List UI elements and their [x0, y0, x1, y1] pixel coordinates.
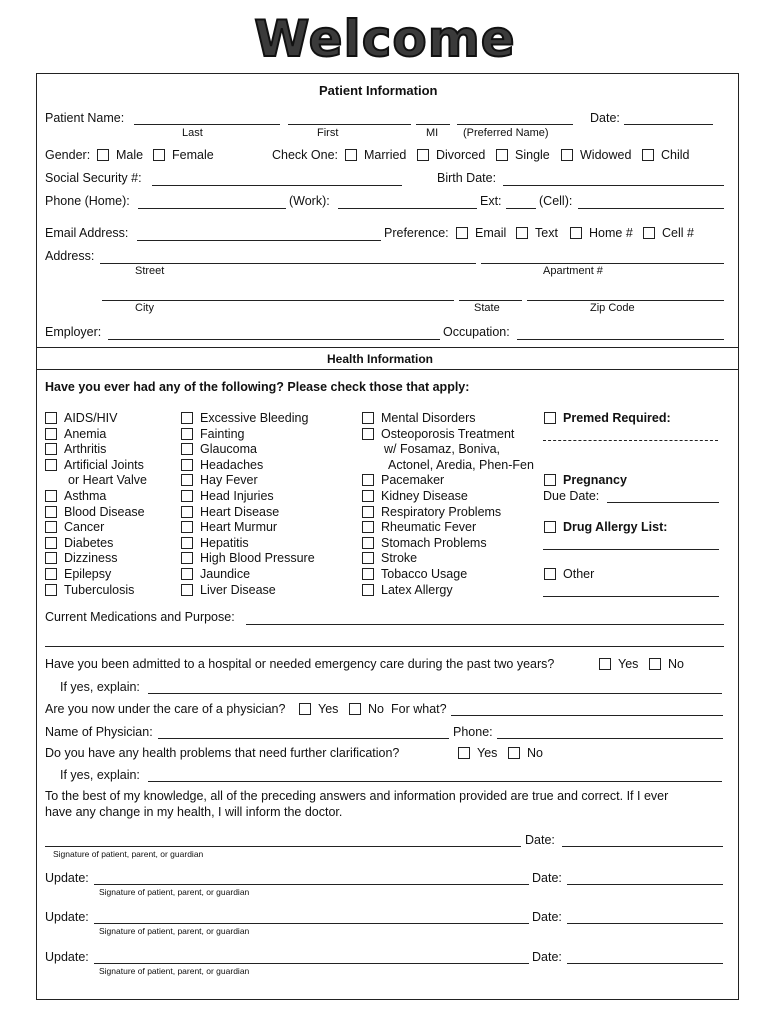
condition-checkbox[interactable]: [181, 584, 193, 596]
condition-checkbox[interactable]: [45, 568, 57, 580]
divorced-checkbox[interactable]: [417, 149, 429, 161]
admitted-question: Have you been admitted to a hospital or needed emergency care during the past two years?: [45, 657, 555, 671]
condition-checkbox[interactable]: [45, 459, 57, 471]
phone-cell-label: (Cell):: [539, 194, 573, 208]
clarify-no-checkbox[interactable]: [508, 747, 520, 759]
update-2-label: Update:: [45, 910, 89, 924]
female-checkbox[interactable]: [153, 149, 165, 161]
pregnancy-checkbox[interactable]: [544, 474, 556, 486]
clarify-explain-field[interactable]: [148, 781, 722, 782]
physician-phone-field[interactable]: [497, 738, 723, 739]
admitted-explain-field[interactable]: [148, 693, 722, 694]
condition-label: Dizziness: [64, 551, 118, 566]
health-header-bottom-rule: [36, 369, 739, 370]
condition-checkbox[interactable]: [181, 412, 193, 424]
admitted-no-checkbox[interactable]: [649, 658, 661, 670]
condition-checkbox[interactable]: [362, 490, 374, 502]
update-2-date-label: Date:: [532, 910, 562, 924]
occupation-field[interactable]: [517, 339, 724, 340]
preferred-caption: (Preferred Name): [463, 127, 549, 139]
condition-label: Kidney Disease: [381, 489, 468, 503]
pref-home-label: Home #: [589, 226, 633, 240]
widowed-checkbox[interactable]: [561, 149, 573, 161]
condition-checkbox[interactable]: [362, 474, 374, 486]
phone-work-field[interactable]: [338, 208, 477, 209]
pref-home-checkbox[interactable]: [570, 227, 582, 239]
employer-label: Employer:: [45, 325, 102, 339]
pref-cell-checkbox[interactable]: [643, 227, 655, 239]
physician-name-label: Name of Physician:: [45, 725, 153, 739]
occupation-label: Occupation:: [443, 325, 510, 339]
apartment-caption: Apartment #: [543, 265, 603, 277]
condition-checkbox[interactable]: [181, 521, 193, 533]
condition-checkbox[interactable]: [362, 412, 374, 424]
update-3-date-label: Date:: [532, 950, 562, 964]
date-field[interactable]: [624, 124, 713, 125]
condition-label: AIDS/HIV: [64, 411, 118, 425]
update-2-signature-field[interactable]: [94, 923, 529, 924]
single-label: Single: [515, 148, 550, 162]
divorced-label: Divorced: [436, 148, 486, 162]
condition-checkbox[interactable]: [181, 428, 193, 440]
condition-label: Asthma: [64, 489, 107, 503]
condition-label: Jaundice: [200, 567, 251, 581]
phone-cell-field[interactable]: [578, 208, 724, 209]
pref-email-label: Email: [475, 226, 507, 240]
widowed-label: Widowed: [580, 148, 632, 162]
condition-checkbox[interactable]: [181, 443, 193, 455]
condition-label: Pacemaker: [381, 473, 445, 488]
female-label: Female: [172, 148, 214, 162]
condition-label: Hepatitis: [200, 535, 249, 550]
update-3-date-field[interactable]: [567, 963, 723, 964]
male-checkbox[interactable]: [97, 149, 109, 161]
street-field[interactable]: [100, 263, 476, 264]
condition-label: Stroke: [381, 551, 418, 566]
condition-checkbox[interactable]: [45, 537, 57, 549]
condition-checkbox[interactable]: [362, 428, 374, 440]
zip-field[interactable]: [527, 300, 724, 301]
condition-checkbox[interactable]: [362, 568, 374, 580]
condition-checkbox[interactable]: [362, 506, 374, 518]
condition-label: Latex Allergy: [381, 582, 453, 597]
clarify-explain-label: If yes, explain:: [60, 768, 140, 782]
condition-label: Tobacco Usage: [381, 567, 468, 581]
admitted-explain-label: If yes, explain:: [60, 680, 140, 694]
condition-label: Epilepsy: [64, 567, 112, 581]
update-1-label: Update:: [45, 871, 89, 885]
condition-checkbox[interactable]: [181, 506, 193, 518]
condition-label: Heart Disease: [200, 504, 280, 519]
update-3-caption: Signature of patient, parent, or guardian: [99, 966, 250, 976]
due-date-label: Due Date:: [543, 489, 600, 503]
condition-checkbox[interactable]: [45, 428, 57, 440]
drug-allergy-label: Drug Allergy List:: [563, 520, 668, 534]
ssn-field[interactable]: [152, 185, 402, 186]
update-3-label: Update:: [45, 950, 89, 964]
condition-label: w/ Fosamaz, Boniva,: [384, 442, 501, 457]
pref-email-checkbox[interactable]: [456, 227, 468, 239]
signature-date-field[interactable]: [562, 846, 723, 847]
conditions-question: Have you ever had any of the following? Please check those that apply:: [45, 380, 470, 394]
gender-label: Gender:: [45, 148, 91, 162]
condition-label: Tuberculosis: [64, 582, 135, 597]
male-label: Male: [116, 148, 144, 162]
child-checkbox[interactable]: [642, 149, 654, 161]
phone-home-field[interactable]: [138, 208, 286, 209]
condition-checkbox[interactable]: [45, 506, 57, 518]
drug-allergy-field[interactable]: [543, 549, 719, 550]
condition-label: Liver Disease: [200, 582, 276, 597]
svg-text:Welcome: Welcome: [254, 12, 516, 68]
condition-label: or Heart Valve: [68, 473, 147, 488]
condition-checkbox[interactable]: [362, 521, 374, 533]
pregnancy-label: Pregnancy: [563, 473, 627, 487]
signature-field[interactable]: [45, 846, 521, 847]
update-1-date-label: Date:: [532, 871, 562, 885]
for-what-field[interactable]: [451, 715, 723, 716]
condition-label: Head Injuries: [200, 489, 274, 503]
admitted-yes-label: Yes: [618, 657, 639, 671]
premed-label: Premed Required:: [563, 411, 671, 425]
married-checkbox[interactable]: [345, 149, 357, 161]
condition-checkbox[interactable]: [45, 490, 57, 502]
condition-label: Excessive Bleeding: [200, 411, 309, 425]
condition-label: Rheumatic Fever: [381, 520, 477, 535]
premed-checkbox[interactable]: [544, 412, 556, 424]
preferred-name-field[interactable]: [457, 124, 573, 125]
condition-checkbox[interactable]: [362, 584, 374, 596]
state-caption: State: [474, 302, 500, 314]
pref-text-label: Text: [535, 226, 558, 240]
for-what-label: For what?: [391, 702, 447, 716]
physician-yes-label: Yes: [318, 702, 339, 716]
patient-info-header: Patient Information: [319, 83, 438, 98]
physician-yes-checkbox[interactable]: [299, 703, 311, 715]
child-label: Child: [661, 148, 690, 162]
condition-checkbox[interactable]: [45, 552, 57, 564]
apartment-field[interactable]: [481, 263, 724, 264]
single-checkbox[interactable]: [496, 149, 508, 161]
condition-checkbox[interactable]: [181, 474, 193, 486]
condition-checkbox[interactable]: [362, 552, 374, 564]
statement-line-2: have any change in my health, I will inform the doctor.: [45, 805, 343, 819]
phone-home-label: Phone (Home):: [45, 194, 130, 208]
last-caption: Last: [182, 127, 203, 139]
admitted-no-label: No: [668, 657, 684, 671]
condition-label: Blood Disease: [64, 504, 145, 519]
clarify-yes-label: Yes: [477, 746, 498, 760]
statement-line-1: To the best of my knowledge, all of the preceding answers and information provided are true and correct. If I ever: [45, 789, 669, 803]
physician-name-field[interactable]: [158, 738, 449, 739]
condition-label: Mental Disorders: [381, 411, 476, 425]
condition-label: High Blood Pressure: [200, 551, 315, 566]
city-field[interactable]: [102, 300, 454, 301]
condition-label: Heart Murmur: [200, 520, 278, 535]
condition-checkbox[interactable]: [181, 490, 193, 502]
condition-label: Glaucoma: [200, 442, 257, 457]
phone-work-label: (Work):: [289, 194, 330, 208]
signature-date-label: Date:: [525, 833, 555, 847]
physician-phone-label: Phone:: [453, 725, 493, 739]
email-label: Email Address:: [45, 226, 129, 240]
last-name-field[interactable]: [134, 124, 280, 125]
email-field[interactable]: [137, 240, 381, 241]
condition-checkbox[interactable]: [362, 537, 374, 549]
first-name-field[interactable]: [288, 124, 411, 125]
condition-checkbox[interactable]: [181, 459, 193, 471]
date-label: Date:: [590, 111, 620, 125]
update-2-date-field[interactable]: [567, 923, 723, 924]
patient-name-label: Patient Name:: [45, 111, 125, 125]
condition-label: Stomach Problems: [381, 535, 487, 550]
health-header-top-rule: [36, 347, 739, 348]
condition-label: Artificial Joints: [64, 457, 144, 472]
employer-field[interactable]: [108, 339, 440, 340]
update-3-signature-field[interactable]: [94, 963, 529, 964]
signature-caption: Signature of patient, parent, or guardian: [53, 849, 204, 859]
condition-label: Fainting: [200, 426, 245, 441]
preference-label: Preference:: [384, 226, 449, 240]
health-info-header: Health Information: [327, 352, 434, 366]
premed-field[interactable]: [543, 440, 718, 441]
clarify-no-label: No: [527, 746, 543, 760]
clarify-yes-checkbox[interactable]: [458, 747, 470, 759]
drug-allergy-checkbox[interactable]: [544, 521, 556, 533]
condition-checkbox[interactable]: [45, 584, 57, 596]
first-caption: First: [317, 127, 339, 139]
physician-no-label: No: [368, 702, 384, 716]
condition-label: Arthritis: [64, 442, 107, 457]
physician-no-checkbox[interactable]: [349, 703, 361, 715]
current-meds-field[interactable]: [246, 624, 724, 625]
pref-cell-label: Cell #: [662, 226, 694, 240]
ext-label: Ext:: [480, 194, 502, 208]
physician-question: Are you now under the care of a physician?: [45, 702, 286, 716]
condition-checkbox[interactable]: [45, 521, 57, 533]
mi-caption: MI: [426, 127, 439, 139]
address-label: Address:: [45, 249, 95, 263]
state-field[interactable]: [459, 300, 522, 301]
ext-field[interactable]: [506, 208, 536, 209]
other-checkbox[interactable]: [544, 568, 556, 580]
clarify-question: Do you have any health problems that need further clarification?: [45, 746, 400, 760]
condition-checkbox[interactable]: [45, 443, 57, 455]
condition-label: Cancer: [64, 520, 105, 535]
condition-label: Anemia: [64, 426, 107, 441]
admitted-yes-checkbox[interactable]: [599, 658, 611, 670]
check-one-label: Check One:: [272, 148, 339, 162]
condition-label: Respiratory Problems: [381, 504, 502, 519]
update-1-caption: Signature of patient, parent, or guardian: [99, 887, 250, 897]
condition-label: Diabetes: [64, 535, 114, 550]
other-field[interactable]: [543, 596, 719, 597]
birth-date-label: Birth Date:: [437, 171, 497, 185]
condition-checkbox[interactable]: [45, 412, 57, 424]
current-meds-label: Current Medications and Purpose:: [45, 610, 235, 624]
street-caption: Street: [135, 265, 165, 277]
welcome-logo: [190, 12, 580, 68]
update-2-caption: Signature of patient, parent, or guardian: [99, 926, 250, 936]
ssn-label: Social Security #:: [45, 171, 142, 185]
mi-field[interactable]: [416, 124, 450, 125]
married-label: Married: [364, 148, 407, 162]
current-meds-field-2[interactable]: [45, 646, 724, 647]
pref-text-checkbox[interactable]: [516, 227, 528, 239]
other-label: Other: [563, 567, 595, 581]
condition-checkbox[interactable]: [181, 537, 193, 549]
zip-caption: Zip Code: [590, 302, 635, 314]
condition-label: Actonel, Aredia, Phen-Fen: [388, 457, 534, 472]
condition-label: Osteoporosis Treatment: [381, 426, 515, 441]
due-date-field[interactable]: [607, 502, 719, 503]
update-1-date-field[interactable]: [567, 884, 723, 885]
birth-date-field[interactable]: [503, 185, 724, 186]
city-caption: City: [135, 302, 154, 314]
condition-label: Hay Fever: [200, 473, 258, 488]
condition-checkbox[interactable]: [181, 552, 193, 564]
condition-label: Headaches: [200, 457, 264, 472]
condition-checkbox[interactable]: [181, 568, 193, 580]
update-1-signature-field[interactable]: [94, 884, 529, 885]
